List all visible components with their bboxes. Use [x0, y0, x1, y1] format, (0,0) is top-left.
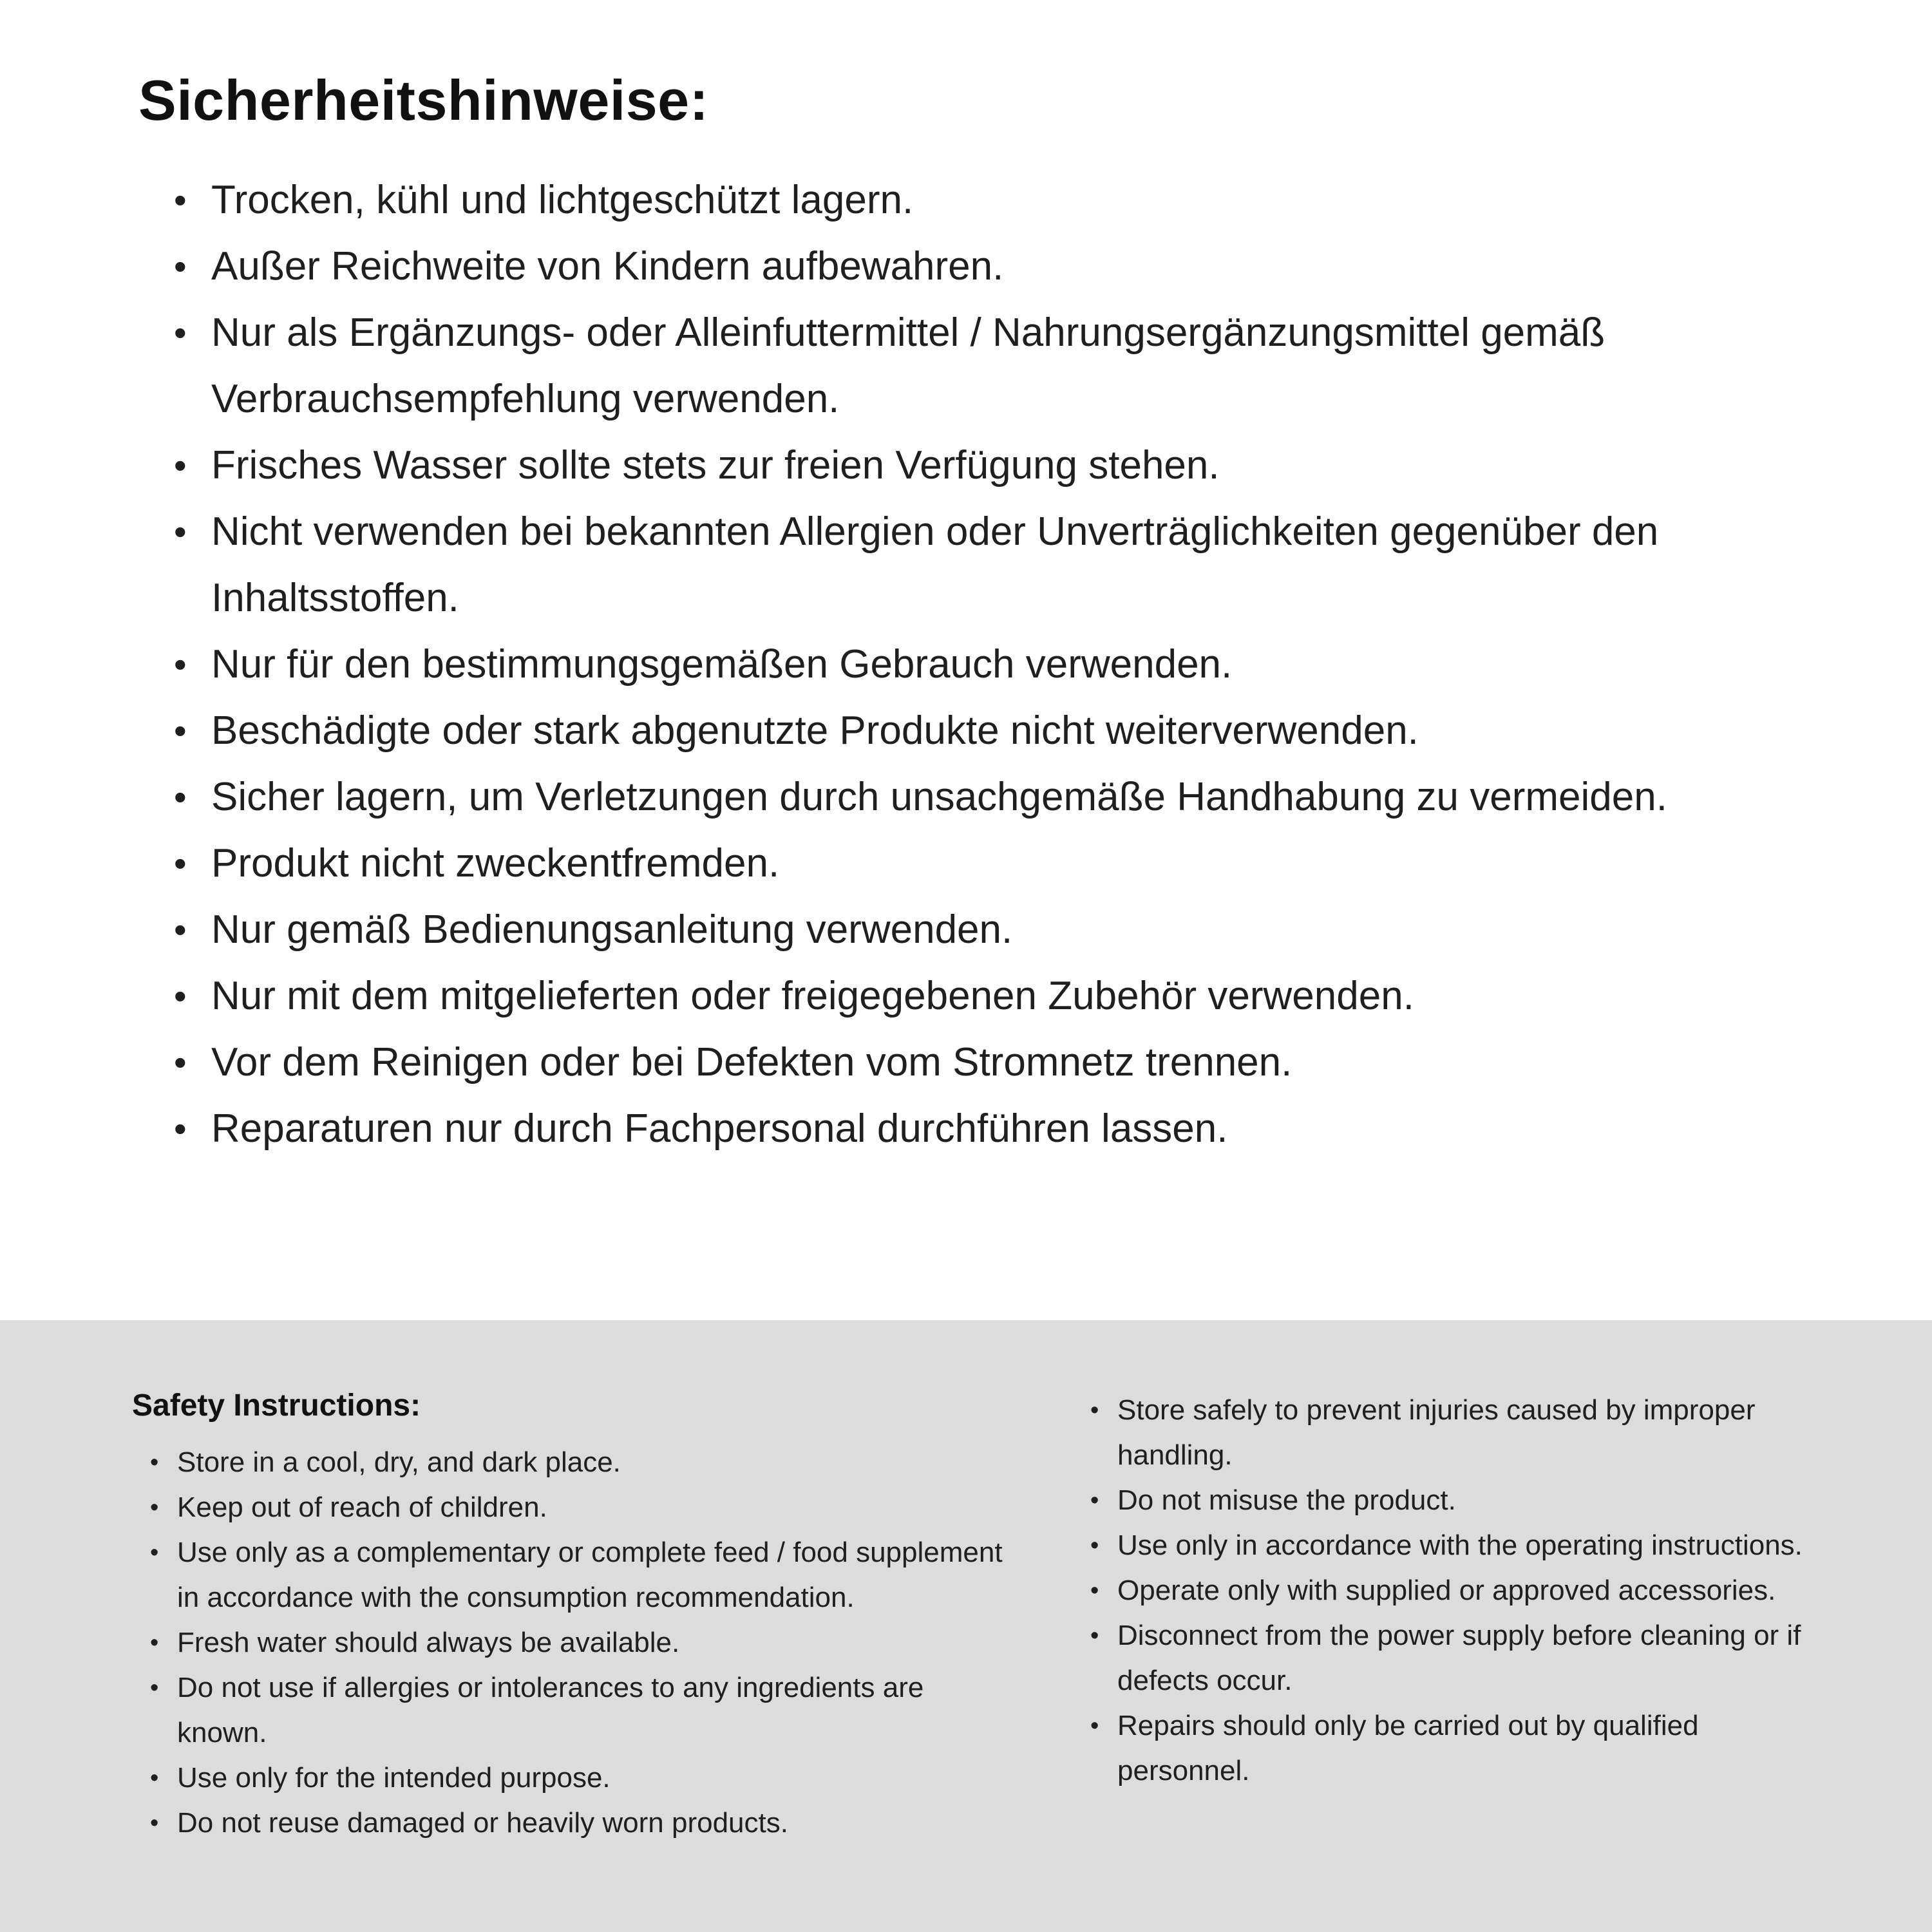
- list-item: • Beschädigte oder stark abgenutzte Produkte nicht weiterverwenden.: [174, 697, 1797, 764]
- english-right-column: [1072, 1388, 1823, 1932]
- list-item: • Use only for the intended purpose.: [150, 1756, 1008, 1801]
- list-item: • Frisches Wasser sollte stets zur freien Verfügung stehen.: [174, 432, 1797, 498]
- list-item: • Use only as a complementary or complete feed / food supplement in accordance with the consumption recommendation.: [150, 1530, 1008, 1620]
- list-item: • Nur mit dem mitgelieferten oder freigegebenen Zubehör verwenden.: [174, 963, 1797, 1029]
- list-item: • Reparaturen nur durch Fachpersonal durchführen lassen.: [174, 1095, 1797, 1162]
- english-safety-list-left: [132, 1440, 1008, 1846]
- list-item: • Produkt nicht zweckentfremden.: [174, 830, 1797, 896]
- list-item: • Nur für den bestimmungsgemäßen Gebrauch verwenden.: [174, 631, 1797, 697]
- list-item: • Nur gemäß Bedienungsanleitung verwenden.: [174, 896, 1797, 963]
- list-item: • Außer Reichweite von Kindern aufbewahren.: [174, 233, 1797, 299]
- english-left-column: [132, 1388, 1008, 1932]
- list-item: • Repairs should only be carried out by qualified personnel.: [1090, 1703, 1823, 1794]
- list-item: • Operate only with supplied or approved accessories.: [1090, 1568, 1823, 1613]
- list-item: • Disconnect from the power supply before cleaning or if defects occur.: [1090, 1613, 1823, 1703]
- list-item: • Vor dem Reinigen oder bei Defekten vom Stromnetz trennen.: [174, 1029, 1797, 1095]
- list-item: • Do not misuse the product.: [1090, 1478, 1823, 1523]
- list-item: • Fresh water should always be available.: [150, 1620, 1008, 1665]
- list-item: • Do not use if allergies or intolerances to any ingredients are known.: [150, 1665, 1008, 1756]
- english-section-title: Safety Instructions:: [132, 1388, 421, 1423]
- list-item: • Do not reuse damaged or heavily worn products.: [150, 1801, 1008, 1846]
- german-section-title: Sicherheitshinweise:: [138, 68, 709, 132]
- list-item: • Nur als Ergänzungs- oder Alleinfuttermittel / Nahrungsergänzungsmittel gemäß Verbrauchsempfehlung verwenden.: [174, 299, 1797, 432]
- english-safety-list-right: [1072, 1388, 1823, 1794]
- german-safety-list: [138, 167, 1797, 1162]
- list-item: • Store in a cool, dry, and dark place.: [150, 1440, 1008, 1485]
- list-item: • Keep out of reach of children.: [150, 1485, 1008, 1530]
- english-safety-section: [0, 1320, 1932, 1932]
- list-item: • Nicht verwenden bei bekannten Allergien oder Unverträglichkeiten gegenüber den Inhaltsstoffen.: [174, 498, 1797, 631]
- list-item: • Use only in accordance with the operating instructions.: [1090, 1523, 1823, 1568]
- list-item: • Trocken, kühl und lichtgeschützt lagern.: [174, 167, 1797, 233]
- list-item: • Store safely to prevent injuries caused by improper handling.: [1090, 1388, 1823, 1478]
- list-item: • Sicher lagern, um Verletzungen durch unsachgemäße Handhabung zu vermeiden.: [174, 764, 1797, 830]
